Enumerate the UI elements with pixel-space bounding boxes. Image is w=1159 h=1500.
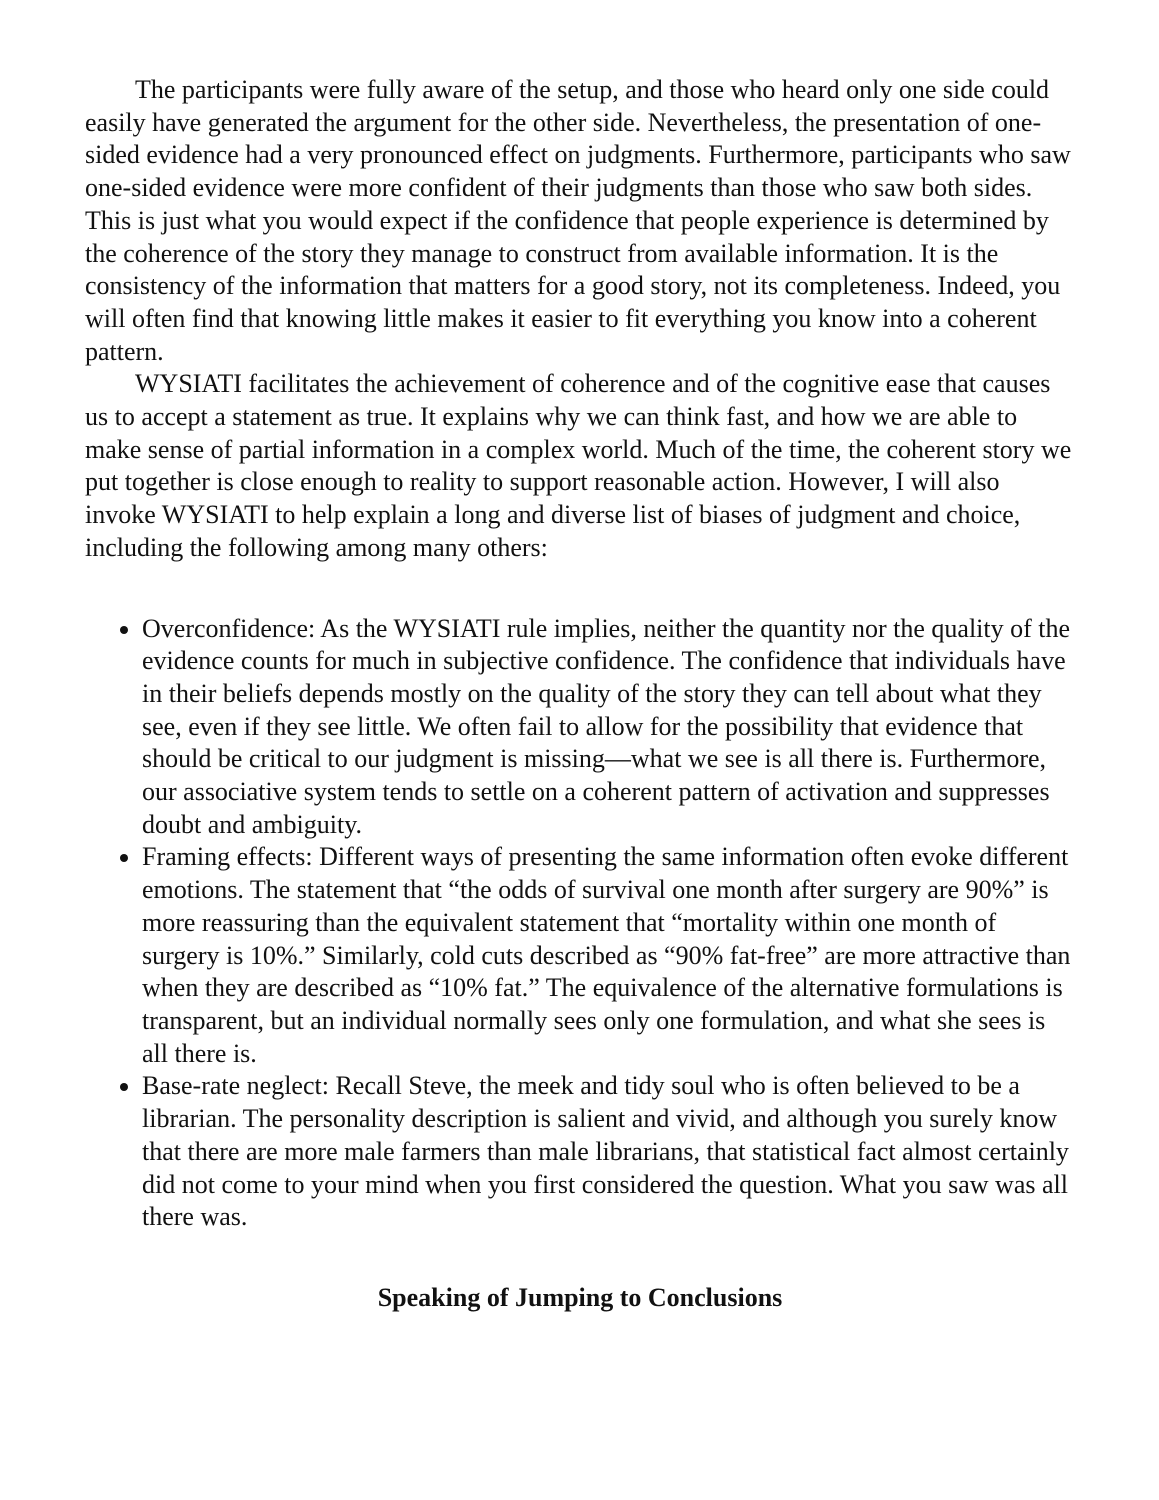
paragraph-wysiati-coherence: WYSIATI facilitates the achievement of coherence and of the cognitive ease that causes us to accept a statement as true. It explains why we can think fast, and how we are able to make sense of partial information in a complex world. Much of the time, the coherent story we put together is close enough to reality to support reasonable action. However, I will also invoke WYSIATI to help explain a long and diverse list of biases of judgment and choice, including the following among many others: [85,369,1072,562]
bias-list [85,613,1075,1234]
list-item-framing-effects: • Framing effects: Different ways of presenting the same information often evoke different emotions. The statement that “the odds of survival one month after surgery are 90%” is more reassuring than the equivalent statement that “mortality within one month of surgery is 10%.” Similarly, cold cuts described as “90% fat-free” are more attractive than when they are described as “10% fat.” The equivalence of the alternative formulations is transparent, but an individual normally sees only one formulation, and what she sees is all there is. [142,841,1075,1070]
section-heading: Speaking of Jumping to Conclusions [377,1282,783,1312]
paragraph-one-sided-evidence: The participants were fully aware of the setup, and those who heard only one side could easily have generated the argument for the other side. Nevertheless, the presentation of one-sided evidence had a very pronounced effect on judgments. Furthermore, participants who saw one-sided evidence were more confident of their judgments than those who saw both sides. This is just what you would expect if the confidence that people experience is determined by the coherence of the story they manage to construct from available information. It is the consistency of the information that matters for a good story, not its completeness. Indeed, you will often find that knowing little makes it easier to fit everything you know into a coherent pattern. [85,75,1071,366]
document-page [85,74,1075,1315]
list-item-base-rate-neglect: • Base-rate neglect: Recall Steve, the meek and tidy soul who is often believed to be a librarian. The personality description is salient and vivid, and although you surely know that there are more male farmers than male librarians, that statistical fact almost certainly did not come to your mind when you first considered the question. What you saw was all there was. [142,1070,1075,1234]
list-item-overconfidence: • Overconfidence: As the WYSIATI rule implies, neither the quantity nor the quality of the evidence counts for much in subjective confidence. The confidence that individuals have in their beliefs depends mostly on the quality of the story they can tell about what they see, even if they see little. We often fail to allow for the possibility that evidence that should be critical to our judgment is missing—what we see is all there is. Furthermore, our associative system tends to settle on a coherent pattern of activation and suppresses doubt and ambiguity. [142,613,1075,842]
